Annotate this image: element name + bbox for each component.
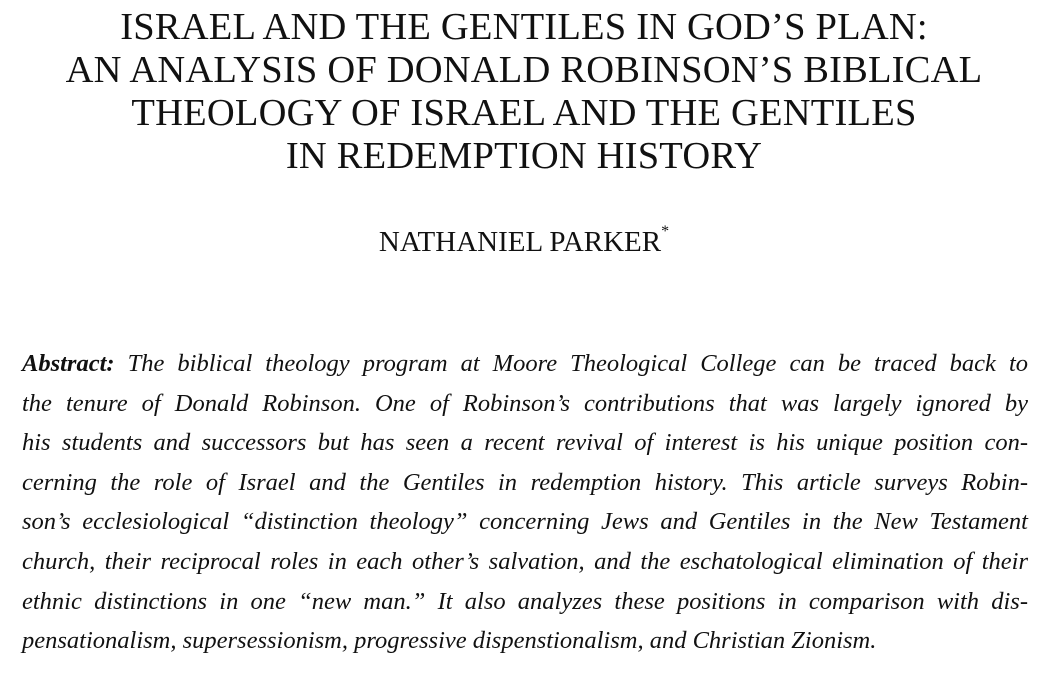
abstract-line-8: pensationalism, supersessionism, progressive dispenstionalism, and Christian Zionism.	[22, 627, 877, 655]
abstract-line-7: ethnic distinctions in one “new man.” It also analyzes these positions in comparison with dis-	[22, 587, 1028, 615]
title-line-1: ISRAEL AND THE GENTILES IN GOD’S PLAN:	[120, 6, 928, 48]
abstract-label: Abstract:	[22, 350, 115, 377]
title-line-2: AN ANALYSIS OF DONALD ROBINSON’S BIBLICAL	[65, 49, 983, 91]
abstract-line-6: church, their reciprocal roles in each other’s salvation, and the eschatological elimination of their	[22, 547, 1028, 575]
abstract-line-3: his students and successors but has seen a recent revival of interest is his unique position con-	[22, 429, 1028, 457]
title-line-4: IN REDEMPTION HISTORY	[285, 135, 763, 177]
author-footnote-marker[interactable]: *	[661, 223, 670, 241]
article-title	[0, 6, 1048, 178]
title-line-3: THEOLOGY OF ISRAEL AND THE GENTILES	[131, 92, 917, 134]
abstract-line-4: cerning the role of Israel and the Gentiles in redemption history. This article surveys Robin-	[22, 468, 1028, 496]
author-byline	[0, 224, 1048, 260]
abstract	[22, 344, 1028, 661]
abstract-line-1	[22, 344, 1028, 384]
abstract-line-2: the tenure of Donald Robinson. One of Robinson’s contributions that was largely ignored by	[22, 389, 1028, 417]
author-name: NATHANIEL PARKER	[378, 226, 662, 258]
abstract-line-5: son’s ecclesiological “distinction theology” concerning Jews and Gentiles in the New Testament	[22, 508, 1028, 536]
abstract-line-1-text: The biblical theology program at Moore Theological College can be traced back to	[127, 350, 1028, 377]
